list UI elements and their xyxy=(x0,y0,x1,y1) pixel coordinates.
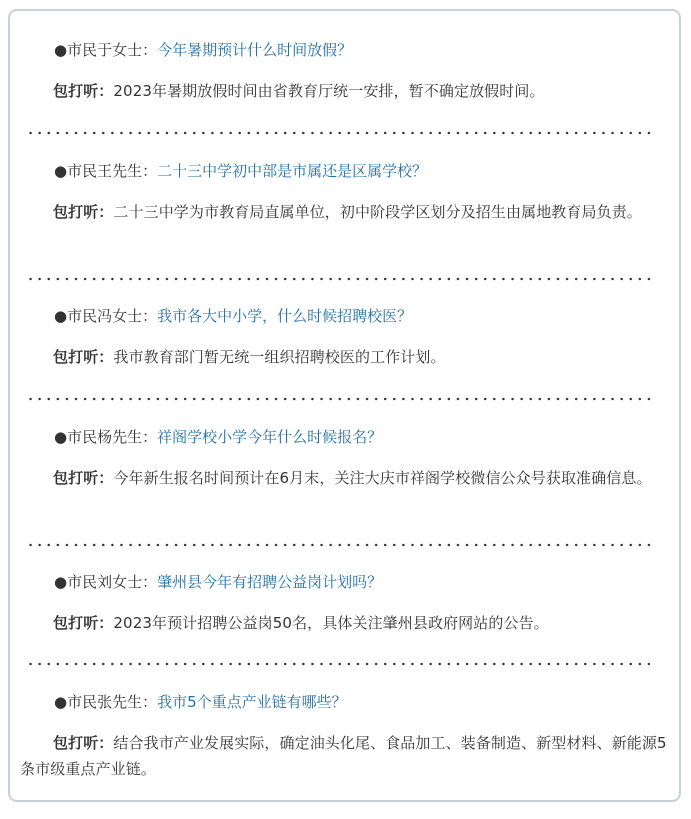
answer-paragraph xyxy=(20,730,671,782)
dotted-divider xyxy=(26,543,655,547)
question-line xyxy=(54,571,663,593)
asker-label: 市民王先生： xyxy=(67,162,158,180)
bullet-icon: ● xyxy=(54,693,68,711)
answer-text: 二十三中学为市教育局直属单位，初中阶段学区划分及招生由属地教育局负责。 xyxy=(113,203,642,221)
question-text: 祥阁学校小学今年什么时候报名？ xyxy=(157,428,383,446)
question-text: 二十三中学初中部是市属还是区属学校？ xyxy=(157,162,428,180)
answer-paragraph xyxy=(20,344,671,370)
answer-text: 今年新生报名时间预计在6月末，关注大庆市祥阁学校微信公众号获取准确信息。 xyxy=(113,469,652,487)
question-text: 肇州县今年有招聘公益岗计划吗？ xyxy=(157,573,383,591)
asker-label: 市民刘女士： xyxy=(67,573,158,591)
answer-tag: 包打听： xyxy=(53,734,114,752)
dotted-divider xyxy=(26,277,655,281)
bullet-icon: ● xyxy=(54,162,68,180)
dotted-divider xyxy=(26,397,655,401)
question-line xyxy=(54,691,663,713)
question-line xyxy=(54,305,663,327)
question-line xyxy=(54,160,663,182)
answer-tag: 包打听： xyxy=(53,82,114,100)
bullet-icon: ● xyxy=(54,41,68,59)
asker-label: 市民张先生： xyxy=(67,693,158,711)
question-line xyxy=(54,39,663,61)
answer-text: 2023年暑期放假时间由省教育厅统一安排，暂不确定放假时间。 xyxy=(113,82,545,100)
answer-paragraph xyxy=(20,199,671,225)
asker-label: 市民杨先生： xyxy=(67,428,158,446)
question-text: 我市各大中小学，什么时候招聘校医？ xyxy=(157,307,413,325)
answer-text: 2023年预计招聘公益岗50名，具体关注肇州县政府网站的公告。 xyxy=(113,614,549,632)
answer-paragraph xyxy=(20,78,671,104)
answer-tag: 包打听： xyxy=(53,614,114,632)
answer-paragraph xyxy=(20,610,671,636)
answer-text: 结合我市产业发展实际，确定油头化尾、食品加工、装备制造、新型材料、新能源5条市级重点产业链。 xyxy=(20,734,667,778)
bullet-icon: ● xyxy=(54,428,68,446)
answer-paragraph xyxy=(20,465,671,491)
dotted-divider xyxy=(26,662,655,666)
answer-text: 我市教育部门暂无统一组织招聘校医的工作计划。 xyxy=(113,348,446,366)
dotted-divider xyxy=(26,131,655,135)
answer-tag: 包打听： xyxy=(53,469,114,487)
question-line xyxy=(54,426,663,448)
bullet-icon: ● xyxy=(54,573,68,591)
answer-tag: 包打听： xyxy=(53,203,114,221)
asker-label: 市民冯女士： xyxy=(67,307,158,325)
question-text: 我市5个重点产业链有哪些？ xyxy=(157,693,347,711)
qa-card xyxy=(8,9,681,802)
asker-label: 市民于女士： xyxy=(67,41,158,59)
answer-tag: 包打听： xyxy=(53,348,114,366)
question-text: 今年暑期预计什么时间放假？ xyxy=(157,41,353,59)
bullet-icon: ● xyxy=(54,307,68,325)
